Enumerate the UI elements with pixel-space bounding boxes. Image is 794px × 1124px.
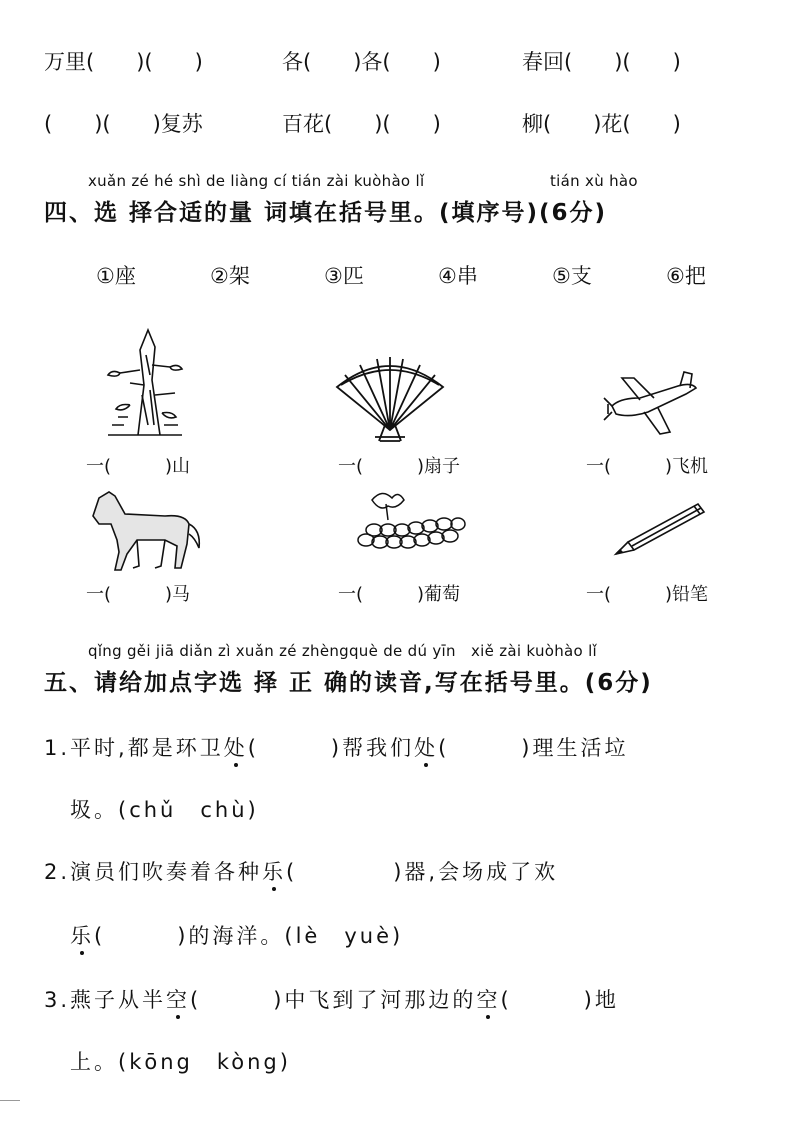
option-item: ①座 [96,264,136,288]
section4-pinyin: xuǎn zé hé shì de liàng cí tián zài kuòhào lǐ [88,172,425,190]
idiom-item: 春回( )( ) [522,50,681,74]
idiom-item: 万里( )( ) [44,50,203,74]
question-2-continuation [70,920,403,950]
caption-horse: 一( )马 [86,584,191,605]
mountain-icon [100,325,190,440]
question-text: ( )理生活垃 [438,736,629,760]
idiom-item: 柳( )花( ) [522,112,681,136]
dotted-character: 空 [166,988,191,1012]
question-2 [44,856,558,886]
caption-grapes: 一( )葡萄 [338,584,461,605]
question-text: ( )的海洋。(lè yuè) [94,924,404,948]
question-3-continuation: 上。(kōng kòng) [70,1050,291,1074]
dotted-character: 处 [414,736,439,760]
question-1 [44,732,629,762]
section5-title: 五、请给加点字选 择 正 确的读音,写在括号里。(6分) [44,670,653,696]
dotted-character: 处 [223,736,248,760]
airplane-icon [600,368,700,438]
caption-airplane: 一( )飞机 [586,456,709,477]
grapes-icon [352,488,467,558]
page-edge-mark [0,1100,20,1101]
question-text: 2.演员们吹奏着各种 [44,860,263,884]
option-item: ⑥把 [666,264,706,288]
option-item: ②架 [210,264,250,288]
option-item: ④串 [438,264,478,288]
question-text: 3.燕子从半 [44,988,167,1012]
section4-title: 四、选 择合适的量 词填在括号里。(填序号)(6分) [44,200,608,226]
question-3 [44,984,619,1014]
pencil-icon [610,498,710,558]
option-item: ③匹 [324,264,364,288]
question-1-continuation: 圾。(chǔ chù) [70,798,259,822]
option-item: ⑤支 [552,264,592,288]
idiom-item: 百花( )( ) [282,112,441,136]
horse-icon [85,488,205,573]
question-text: ( )帮我们 [247,736,415,760]
caption-mountain: 一( )山 [86,456,191,477]
question-text: 1.平时,都是环卫 [44,736,224,760]
dotted-character: 空 [476,988,501,1012]
section4-pinyin-tail: tián xù hào [550,172,638,190]
dotted-character: 乐 [262,860,287,884]
question-text: ( )中飞到了河那边的 [190,988,477,1012]
section5-pinyin: qǐng gěi jiā diǎn zì xuǎn zé zhèngquè de dú yīn xiě zài kuòhào lǐ [88,642,598,660]
caption-pencil: 一( )铅笔 [586,584,709,605]
dotted-character: 乐 [70,924,94,948]
idiom-item: 各( )各( ) [282,50,441,74]
idiom-item: ( )( )复苏 [44,112,203,136]
caption-fan: 一( )扇子 [338,456,461,477]
fan-icon [335,355,445,445]
question-text: ( )地 [500,988,619,1012]
question-text: ( )器,会场成了欢 [286,860,559,884]
